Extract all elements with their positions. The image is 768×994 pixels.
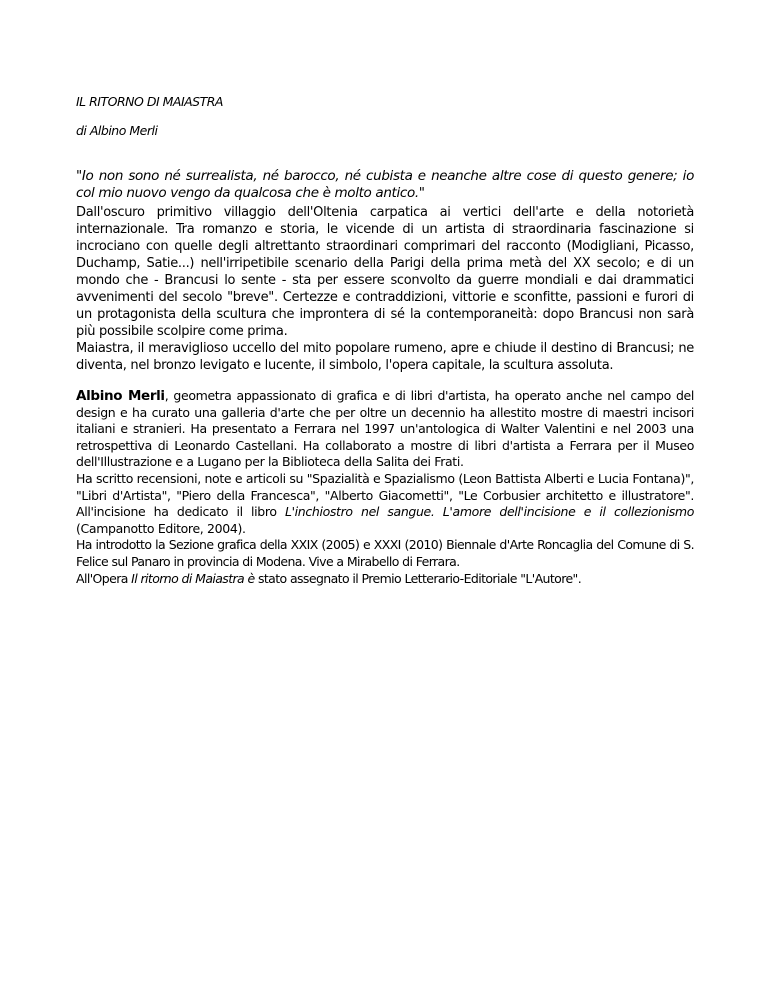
bio-text: Ha scritto recensioni, note e articoli su "Spazialità e Spazialismo (Leon Battista Alberti e Lucia Fontana)", "Libri d'Artista", "Piero della Francesca", "Alberto Giacometti", "Le Corbusier architetto e illustratore". All'incisione ha dedicato il libro (76, 470, 694, 520)
document-body (76, 93, 694, 587)
description-paragraph: Maiastra, il meraviglioso uccello del mito popolare rumeno, apre e chiude il destino di Brancusi; ne diventa, nel bronzo levigato e lucente, il simbolo, l'opera capitale, la scultura assoluta. (76, 341, 694, 373)
bio-text: stato assegnato il Premio Letterario-Editoriale "L'Autore". (254, 570, 582, 586)
work-title: Il ritorno di Maiastra è (131, 570, 255, 586)
author-name: Albino Merli (76, 388, 165, 404)
book-title: L'inchiostro nel sangue. L'amore dell'incisione e il collezionismo (284, 504, 694, 520)
epigraph-quote: "Io non sono né surrealista, né barocco, né cubista e neanche altre cose di questo genere; io col mio nuovo vengo da qualcosa che è molto antico." (76, 168, 694, 201)
author-line: di Albino Merli (76, 123, 158, 138)
bio-paragraph (76, 571, 694, 588)
bio-text: All'Opera (76, 570, 132, 586)
document-title: IL RITORNO DI MAIASTRA (76, 94, 223, 109)
author-biography (76, 388, 694, 587)
book-description (76, 204, 694, 374)
bio-paragraph (76, 388, 694, 471)
bio-paragraph: Ha introdotto la Sezione grafica della XXIX (2005) e XXXI (2010) Biennale d'Arte Roncaglia del Comune di S. Felice sul Panaro in provincia di Modena. Vive a Mirabello di Ferrara. (76, 537, 694, 569)
bio-paragraph (76, 471, 694, 537)
description-paragraph: Dall'oscuro primitivo villaggio dell'Oltenia carpatica ai vertici dell'arte e della notorietà internazionale. Tra romanzo e storia, le vicende di un artista di straordinaria fascinazione si incrociano con quelle degli altrettanto straordinari comprimari del racconto (Modigliani, Picasso, Duchamp, Satie...) nell'irripetibile scenario della Parigi della prima metà del XX secolo; e di un mondo che - Brancusi lo sente - sta per essere sconvolto da guerre mondiali e dai drammatici avvenimenti del secolo "breve". Certezze e contraddizioni, vittorie e sconfitte, passioni e furori di un protagonista della scultura che improntera di sé la contemporaneità: dopo Brancusi non sarà più possibile scolpire come prima. (76, 205, 694, 339)
bio-text: , geometra appassionato di grafica e di libri d'artista, ha operato anche nel campo del design e ha curato una galleria d'arte che per oltre un decennio ha allestito mostre di maestri incisori italiani e stranieri. Ha presentato a Ferrara nel 1997 un'antologica di Walter Valentini e nel 2003 una retrospettiva di Leonardo Castellani. Ha collaborato a mostre di libri d'artista a Ferrara per il Museo dell'Illustrazione e a Lugano per la Biblioteca della Salita dei Frati. (76, 388, 694, 470)
bio-text: (Campanotto Editore, 2004). (76, 520, 246, 536)
